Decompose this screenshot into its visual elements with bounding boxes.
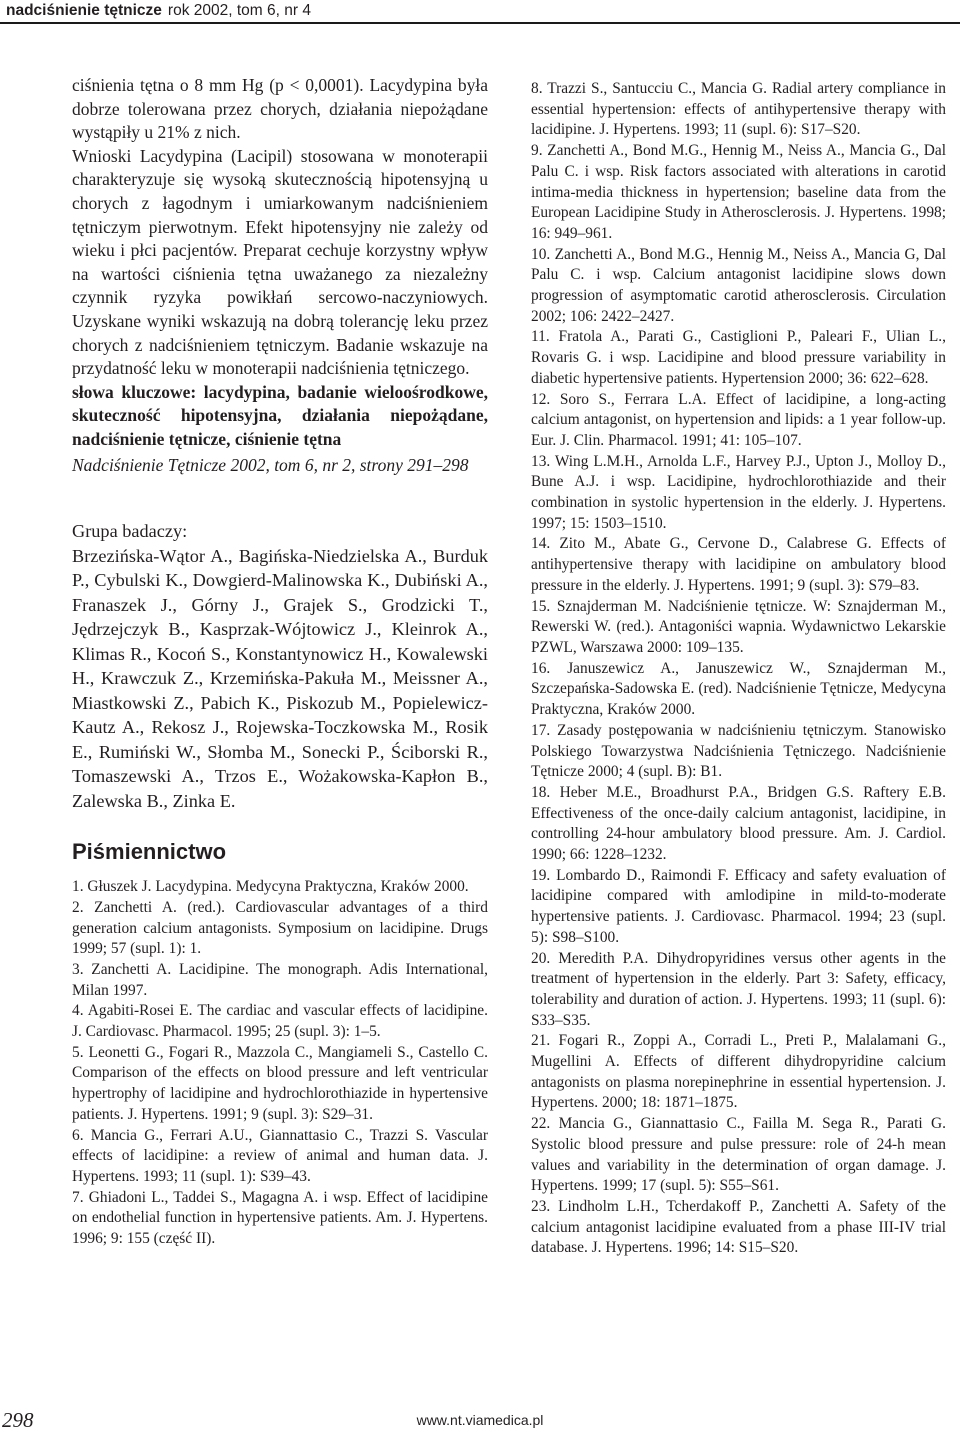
reference-item: 12. Soro S., Ferrara L.A. Effect of lacidipine, a long-acting calcium antagonist, on hypertension and lipids: a 1 year follow-up. Eur. J. Clin. Pharmacol. 1991; 41: 105–107.	[531, 390, 946, 449]
reference-item: 22. Mancia G., Giannattasio C., Failla M. Sega R., Parati G. Systolic blood pressure and pulse pressure: role of 24-h mean values and variability in the determination of organ damage. J. Hypertens. 1999; 17 (supl. 5): S55–S61.	[531, 1115, 946, 1195]
references-list-left	[72, 877, 488, 1250]
reference-item: 17. Zasady postępowania w nadciśnieniu tętniczym. Stanowisko Polskiego Towarzystwa Nadciśnienia Tętniczego. Nadciśnienie Tętnicze 2000; 4 (supl. B): B1.	[531, 721, 946, 781]
reference-item: 18. Heber M.E., Broadhurst P.A., Bridgen G.S. Raftery E.B. Effectiveness of the once-daily calcium antagonist, lacidipine, in controlling 24-hour ambulatory blood pressure. Am. J. Cardiol. 1990; 66: 1228–1232.	[531, 783, 946, 864]
reference-item: 11. Fratola A., Parati G., Castiglioni P., Paleari F., Ulian L., Rovaris G. i wsp. Lacidipine and blood pressure variability in diabetic hypertensive patients. Hypertension 2000; 36: 622–628.	[531, 328, 946, 387]
issue-info: rok 2002, tom 6, nr 4	[167, 2, 311, 19]
reference-item: 9. Zanchetti A., Bond M.G., Hennig M., Neiss A., Mancia G., Dal Palu C. i wsp. Risk factors associated with alterations in carotid intima-media thickness in hypertension; baseline data from the European Lacidipine Study in Atherosclerosis. J. Hypertens. 1998; 16: 949–961.	[531, 142, 946, 242]
reference-item: 19. Lombardo D., Raimondi F. Efficacy and safety evaluation of lacidipine compared with amlodipine in mild-to-moderate hypertensive patients. J. Cardiovasc. Pharmacol. 1994; 23 (supl. 5): S98–S100.	[531, 866, 946, 946]
reference-item: 13. Wing L.M.H., Arnolda L.F., Harvey P.J., Upton J., Molloy D., Bune A.J. i wsp. Lacidipine, hydrochlorothiazide and their combination in systolic hypertension in the elderly. J. Hypertens. 1997; 15: 1503–1510.	[531, 452, 946, 532]
reference-item: 2. Zanchetti A. (red.). Cardiovascular advantages of a third generation calcium antagonists. Symposium on lacidipine. Drugs 1999; 57 (supl. 1): 1.	[72, 898, 488, 958]
journal-name: nadciśnienie tętnicze	[6, 2, 162, 19]
investigator-group	[72, 519, 488, 813]
keywords: słowa kluczowe: lacydypina, badanie wieloośrodkowe, skuteczność hipotensyjna, działania niepożądane, nadciśnienie tętnicze, ciśnienie tętna	[72, 381, 488, 449]
reference-item: 16. Januszewicz A., Januszewicz W., Sznajderman M., Szczepańska-Sadowska E. (red). Nadciśnienie Tętnicze, Medycyna Praktyczna, Kraków 2000.	[531, 659, 946, 719]
group-members: Brzezińska-Wątor A., Bagińska-Niedzielska A., Burduk P., Cybulski K., Dowgierd-Malinowska K., Dubiński A., Franaszek J., Górny J., Grajek S., Grodzicki T., Jędrzejczyk B., Kasprzak-Wójtowicz J., Kleinrok A., Klimas R., Kocoń S., Konstantynowicz H., Kowalewski H., Krawczuk Z., Krzemińska-Pakuła M., Meissner A., Miastkowski Z., Pabich K., Piskozub M., Popielewicz-Kautz A., Rekosz J., Rojewska-Toczkowska M., Rosik E., Rumiński W., Słomba M., Sonecki P., Ściborski R., Tomaszewski A., Trzos E., Wożakowska-Kapłon B., Zalewska B., Zinka E.	[72, 545, 488, 811]
website-link[interactable]: www.nt.viamedica.pl	[416, 1412, 544, 1428]
reference-item: 6. Mancia G., Ferrari A.U., Giannattasio C., Trazzi S. Vascular effects of lacidipine: a review of animal and human data. J. Hypertens. 1993; 11 (supl. 1): S39–43.	[72, 1126, 488, 1185]
page-number: 298	[2, 1408, 34, 1432]
reference-item: 5. Leonetti G., Fogari R., Mazzola C., Mangiameli S., Castello C. Comparison of the effects on blood pressure and left ventricular hypertrophy of lacidipine and hydrochlorothiazide in hypertensive patients. J. Hypertens. 1991; 9 (supl. 3): S29–31.	[72, 1043, 488, 1123]
reference-item: 15. Sznajderman M. Nadciśnienie tętnicze. W: Sznajderman M., Rewerski W. (red.). Antagoniści wapnia. Wydawnictwo Lekarskie PZWL, Warszawa 2000: 109–135.	[531, 597, 946, 656]
reference-item: 1. Głuszek J. Lacydypina. Medycyna Praktyczna, Kraków 2000.	[72, 878, 469, 896]
right-column	[531, 79, 946, 1259]
running-header	[0, 0, 960, 24]
reference-item: 4. Agabiti-Rosei E. The cardiac and vascular effects of lacidipine. J. Cardiovasc. Pharmacol. 1995; 25 (supl. 3): 1–5.	[72, 1002, 488, 1041]
reference-item: 21. Fogari R., Zoppi A., Corradi L., Preti P., Malalamani G., Mugellini A. Effects of different dihydropyridine calcium antagonists on plasma norepinephrine in essential hypertension. J. Hypertens. 2000; 18: 1871–1875.	[531, 1032, 946, 1112]
journal-citation: Nadciśnienie Tętnicze 2002, tom 6, nr 2, strony 291–298	[72, 454, 469, 475]
group-title: Grupa badaczy:	[72, 521, 188, 542]
left-column	[72, 74, 488, 1250]
reference-item: 23. Lindholm L.H., Tcherdakoff P., Zanchetti A. Safety of the calcium antagonist lacidipine evaluated from a phase III-IV trial database. J. Hypertens. 1996; 14: S15–S20.	[531, 1197, 946, 1257]
reference-item: 3. Zanchetti A. Lacidipine. The monograph. Adis International, Milan 1997.	[72, 960, 488, 999]
references-heading: Piśmiennictwo	[72, 839, 227, 865]
reference-item: 20. Meredith P.A. Dihydropyridines versus other agents in the treatment of hypertension in the elderly. Part 3: Safety, efficacy, tolerability and duration of action. J. Hypertens. 1993; 11 (supl. 6): S33–S35.	[531, 949, 946, 1029]
abstract-conclusions: Wnioski Lacydypina (Lacipil) stosowana w monoterapii charakteryzuje się wysoką skutecznością hipotensyjną u chorych z łagodnym i umiarkowanym nadciśnieniem tętniczym pierwotnym. Efekt hipotensyjny nie zależy od wieku i płci pacjentów. Preparat cechuje korzystny wpływ na wartości ciśnienia tętna uważanego za niezależny czynnik ryzyka powikłań sercowo-naczyniowych. Uzyskane wyniki wskazują na dobrą tolerancję leku przez chorych z nadciśnieniem tętniczym. Badanie wskazuje na przydatność leku w monoterapii nadciśnienia tętniczego.	[72, 145, 488, 379]
reference-item: 10. Zanchetti A., Bond M.G., Hennig M., Neiss A., Mancia G, Dal Palu C. i wsp. Calcium antagonist lacidipine slows down progression of asymptomatic carotid atherosclerosis. Circulation 2002; 106: 2422–2427.	[531, 245, 946, 325]
reference-item: 8. Trazzi S., Santucciu C., Mancia G. Radial artery compliance in essential hypertension: effects of antihypertensive therapy with lacidipine. J. Hypertens. 1993; 11 (supl. 6): S17–S20.	[531, 80, 946, 139]
abstract-results-tail: ciśnienia tętna o 8 mm Hg (p < 0,0001). Lacydypina była dobrze tolerowana przez chorych, działania niepożądane wystąpiły u 21% z nich.	[72, 75, 488, 143]
reference-item: 14. Zito M., Abate G., Cervone D., Calabrese G. Effects of antihypertensive therapy with lacidipine on ambulatory blood pressure in the elderly. J. Hypertens. 1991; 9 (supl. 3): S79–83.	[531, 535, 946, 594]
page-footer	[0, 1400, 960, 1431]
reference-item: 7. Ghiadoni L., Taddei S., Magagna A. i wsp. Effect of lacidipine on endothelial function in hypertensive patients. Am. J. Hypertens. 1996; 9: 155 (część II).	[72, 1188, 488, 1248]
